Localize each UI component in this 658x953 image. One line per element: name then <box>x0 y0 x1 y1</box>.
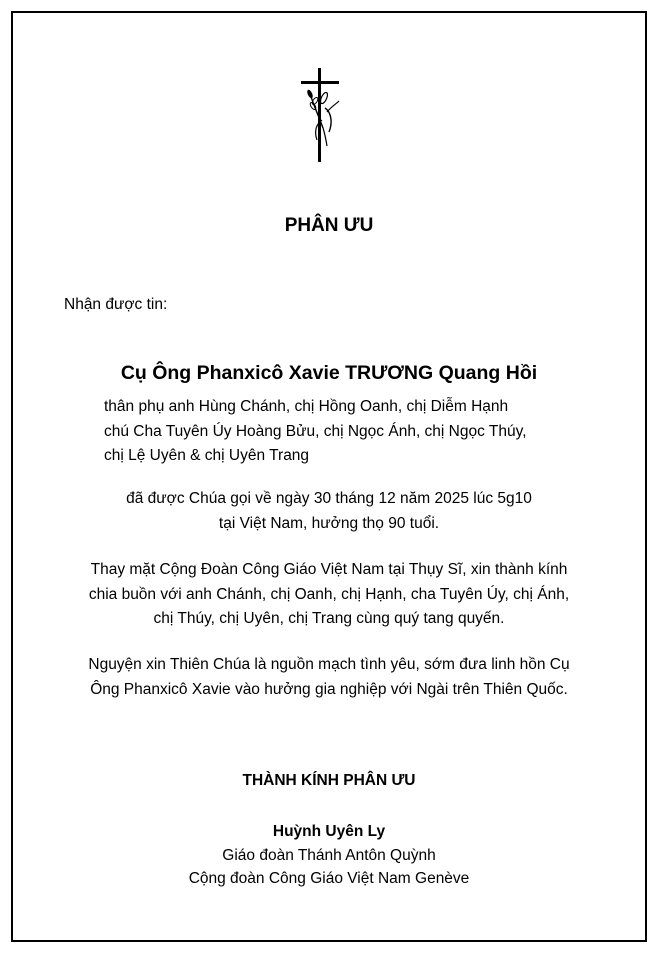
relations-line: chú Cha Tuyên Úy Hoàng Bửu, chị Ngọc Ánh, chị Ngọc Thúy, <box>104 422 527 440</box>
deceased-name: Cụ Ông Phanxicô Xavie TRƯƠNG Quang Hồi <box>120 362 538 384</box>
closing-text: THÀNH KÍNH PHÂN ƯU <box>242 772 416 789</box>
passing-line: tại Việt Nam, hưởng thọ 90 tuổi. <box>218 514 440 532</box>
signature-block <box>0 820 658 891</box>
condolence-line: chia buồn với anh Chánh, chị Oanh, chị Hạnh, cha Tuyên Úy, chị Ánh, <box>88 585 570 603</box>
prayer-block <box>0 653 658 702</box>
condolence-block <box>0 558 658 632</box>
prayer-line: Nguyện xin Thiên Chúa là nguồn mạch tình yêu, sớm đưa linh hồn Cụ <box>88 656 570 673</box>
passing-block <box>0 487 658 536</box>
signature-line: Giáo đoàn Thánh Antôn Quỳnh <box>222 846 436 864</box>
intro-text: Nhận được tin: <box>64 296 168 313</box>
relations-block <box>104 395 527 469</box>
condolence-line: chị Thúy, chị Uyên, chị Trang cùng quý tang quyến. <box>153 610 505 627</box>
signature-line: Cộng đoàn Công Giáo Việt Nam Genève <box>188 870 470 887</box>
relations-line: thân phụ anh Hùng Chánh, chị Hồng Oanh, chị Diễm Hạnh <box>104 398 509 415</box>
page-title: PHÂN ƯU <box>284 215 374 236</box>
signature-name: Huỳnh Uyên Ly <box>272 823 386 840</box>
prayer-line: Ông Phanxicô Xavie vào hưởng gia nghiệp với Ngài trên Thiên Quốc. <box>90 680 568 698</box>
passing-line: đã được Chúa gọi về ngày 30 tháng 12 năm 2025 lúc 5g10 <box>126 490 532 507</box>
relations-line: chị Lệ Uyên & chị Uyên Trang <box>104 447 310 464</box>
cross-icon <box>296 68 346 162</box>
condolence-line: Thay mặt Cộng Đoàn Công Giáo Việt Nam tại Thụy Sĩ, xin thành kính <box>90 561 568 578</box>
